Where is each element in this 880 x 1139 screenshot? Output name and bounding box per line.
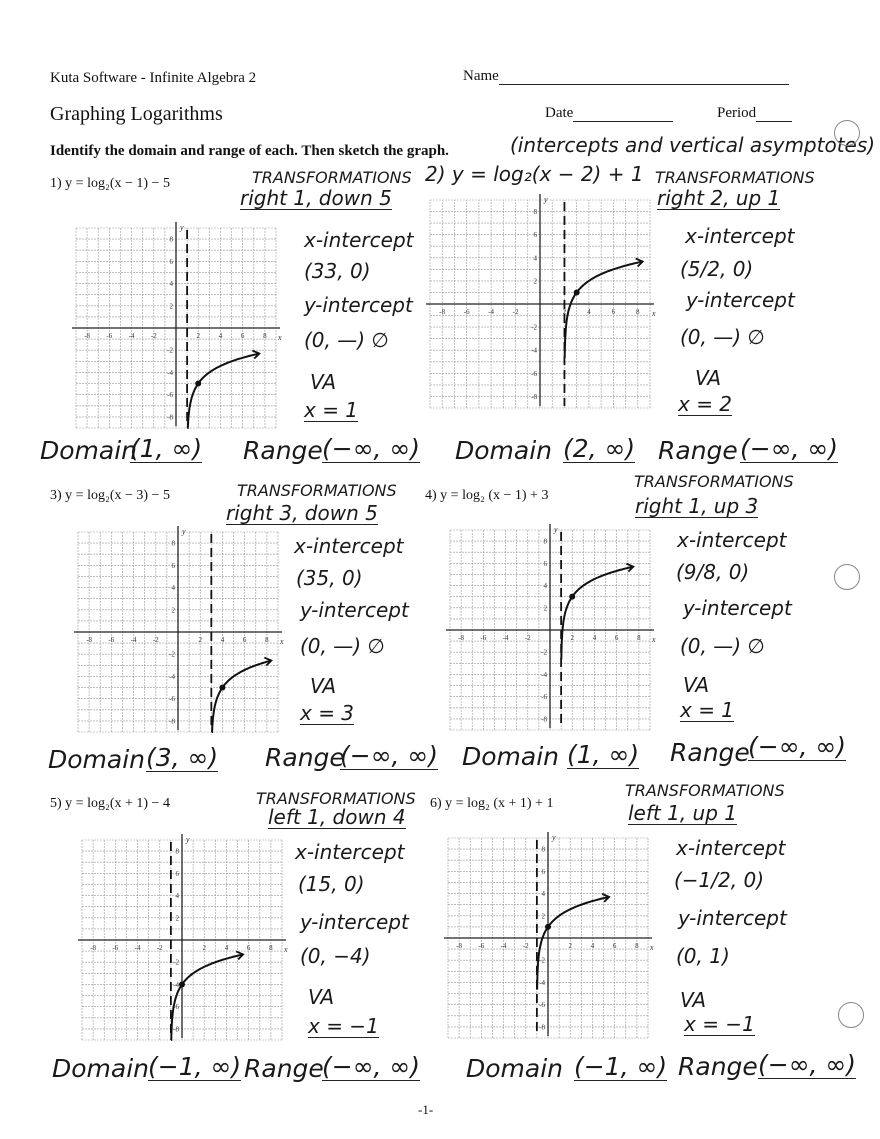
- y-tick-label: -4: [539, 978, 545, 987]
- x-tick-label: -2: [152, 636, 159, 644]
- y-tick-label: 6: [541, 867, 545, 876]
- x-tick-label: 2: [198, 636, 202, 644]
- key-point: [219, 685, 225, 691]
- log-curve: [212, 661, 272, 733]
- x-tick-label: -8: [86, 636, 93, 644]
- y-tick-label: 6: [171, 561, 175, 570]
- domain-label: Domain: [455, 436, 553, 465]
- y-intercept-label: y-intercept: [678, 906, 787, 930]
- equation: y = log₂ (x − 1) + 3: [440, 488, 549, 503]
- page-title: Graphing Logarithms: [50, 103, 223, 125]
- y-tick-label: 6: [533, 231, 537, 240]
- name-line: [499, 70, 789, 85]
- x-tick-label: 4: [220, 636, 225, 644]
- transformations-answer: left 1, up 1: [628, 801, 737, 825]
- x-tick-label: 2: [568, 942, 572, 950]
- domain-answer: (−1, ∞): [574, 1052, 668, 1081]
- y-intercept-answer: (0, −4): [300, 944, 371, 968]
- x-tick-label: 8: [637, 634, 641, 642]
- x-tick-label: -2: [524, 634, 531, 642]
- y-intercept-label: y-intercept: [300, 910, 409, 934]
- x-tick-label: 8: [263, 332, 267, 340]
- x-tick-label: -4: [500, 942, 507, 950]
- va-answer: x = 1: [304, 398, 359, 422]
- x-tick-label: 4: [218, 332, 223, 340]
- domain-label: Domain: [52, 1054, 150, 1083]
- y-tick-label: 2: [169, 302, 173, 311]
- x-tick-label: 4: [590, 942, 595, 950]
- x-tick-label: -4: [130, 636, 137, 644]
- problem-4-equation: [425, 488, 548, 504]
- coordinate-graph-6: [438, 828, 658, 1048]
- x-tick-label: -4: [502, 634, 509, 642]
- coordinate-graph-1: [66, 218, 286, 438]
- x-tick-label: -4: [134, 944, 141, 952]
- binder-hole: [834, 564, 860, 590]
- publisher-label: Kuta Software - Infinite Algebra 2: [50, 70, 257, 86]
- y-tick-label: -8: [169, 717, 175, 726]
- y-tick-label: -2: [539, 956, 545, 965]
- range-answer: (−∞, ∞): [322, 434, 420, 463]
- y-tick-label: -6: [531, 369, 537, 378]
- x-tick-label: 2: [202, 944, 206, 952]
- y-tick-label: 2: [543, 604, 547, 613]
- range-label: Range: [670, 738, 750, 767]
- y-tick-label: 6: [543, 559, 547, 568]
- y-tick-label: -6: [539, 1001, 545, 1010]
- coordinate-graph-3: [68, 522, 288, 742]
- equation: y = log₂(x − 2) + 1: [451, 162, 644, 186]
- range-answer: (−∞, ∞): [740, 434, 838, 463]
- x-tick-label: 8: [265, 636, 269, 644]
- problem-1-equation: [50, 176, 170, 192]
- x-tick-label: -6: [478, 942, 485, 950]
- va-answer: x = 3: [300, 701, 355, 725]
- y-tick-label: -2: [167, 346, 173, 355]
- x-tick-label: 4: [592, 634, 597, 642]
- va-answer: x = −1: [684, 1012, 755, 1036]
- transformations-answer: left 1, down 4: [268, 805, 406, 829]
- y-axis-label: y: [544, 195, 548, 204]
- transformations-label: TRANSFORMATIONS: [625, 781, 785, 800]
- y-tick-label: -8: [541, 715, 547, 724]
- y-tick-label: -8: [531, 392, 537, 401]
- x-tick-label: -8: [90, 944, 97, 952]
- domain-label: Domain: [48, 745, 146, 774]
- y-tick-label: -6: [169, 695, 175, 704]
- problem-number: 5): [50, 796, 62, 811]
- instructions: Identify the domain and range of each. Then sketch the graph.: [50, 143, 449, 159]
- y-tick-label: 8: [171, 539, 175, 548]
- date-label: Date: [545, 105, 574, 121]
- transformations-answer: right 2, up 1: [657, 186, 781, 210]
- y-intercept-label: y-intercept: [300, 598, 409, 622]
- x-intercept-label: x-intercept: [304, 228, 414, 252]
- y-tick-label: -4: [531, 346, 537, 355]
- va-answer: x = −1: [308, 1014, 379, 1038]
- x-tick-label: 8: [635, 942, 639, 950]
- y-axis-label: y: [180, 223, 184, 232]
- x-intercept-answer: (−1/2, 0): [674, 868, 764, 892]
- y-tick-label: 6: [175, 869, 179, 878]
- range-answer: (−∞, ∞): [340, 741, 438, 770]
- x-intercept-answer: (35, 0): [296, 566, 363, 590]
- x-intercept-label: x-intercept: [294, 534, 404, 558]
- x-axis-label: x: [652, 635, 656, 644]
- y-tick-label: 6: [169, 257, 173, 266]
- period-line: [756, 107, 792, 122]
- domain-answer: (3, ∞): [146, 743, 219, 772]
- name-field[interactable]: [463, 68, 789, 85]
- x-intercept-label: x-intercept: [685, 224, 795, 248]
- x-tick-label: 8: [269, 944, 273, 952]
- domain-label: Domain: [466, 1054, 564, 1083]
- x-tick-label: -4: [128, 332, 135, 340]
- date-field[interactable]: [545, 105, 673, 122]
- x-tick-label: -6: [480, 634, 487, 642]
- x-tick-label: -2: [522, 942, 529, 950]
- problem-number: 3): [50, 488, 62, 503]
- instructions-note: (intercepts and vertical asymptotes): [510, 133, 876, 157]
- x-tick-label: -2: [512, 308, 519, 316]
- x-tick-label: 6: [246, 944, 251, 952]
- y-intercept-answer: (0, —) ∅: [680, 325, 765, 349]
- x-axis-label: x: [650, 943, 654, 952]
- x-axis-label: x: [280, 637, 284, 646]
- y-axis-label: y: [182, 527, 186, 536]
- domain-label: Domain: [462, 742, 560, 771]
- problem-number: 2): [425, 162, 446, 186]
- x-tick-label: 8: [636, 308, 640, 316]
- y-tick-label: -2: [531, 323, 537, 332]
- x-tick-label: 2: [570, 634, 574, 642]
- va-label: VA: [695, 366, 722, 390]
- va-label: VA: [310, 370, 337, 394]
- range-answer: (−∞, ∞): [748, 732, 846, 761]
- va-answer: x = 2: [678, 392, 733, 416]
- y-axis-label: y: [186, 835, 190, 844]
- x-axis-label: x: [652, 309, 656, 318]
- domain-answer: (2, ∞): [563, 434, 636, 463]
- problem-number: 4): [425, 488, 437, 503]
- range-label: Range: [265, 743, 345, 772]
- x-tick-label: 6: [242, 636, 247, 644]
- domain-answer: (1, ∞): [567, 740, 640, 769]
- x-tick-label: 2: [562, 308, 567, 316]
- equation: y = log₂ (x + 1) + 1: [445, 796, 554, 811]
- transformations-label: TRANSFORMATIONS: [655, 168, 815, 187]
- equation: y = log₂(x − 3) − 5: [65, 488, 170, 503]
- va-answer: x = 1: [680, 698, 735, 722]
- problem-5-equation: [50, 796, 170, 812]
- x-tick-label: 6: [612, 942, 617, 950]
- x-intercept-label: x-intercept: [676, 836, 786, 860]
- range-answer: (−∞, ∞): [758, 1050, 856, 1079]
- domain-answer: (1, ∞): [130, 434, 203, 463]
- period-field[interactable]: [717, 105, 792, 122]
- range-label: Range: [678, 1052, 758, 1081]
- problem-2-equation: [425, 162, 644, 186]
- transformations-label: TRANSFORMATIONS: [252, 168, 412, 187]
- y-tick-label: -4: [167, 368, 173, 377]
- y-tick-label: 8: [533, 208, 537, 217]
- transformations-answer: right 1, down 5: [240, 186, 392, 210]
- x-tick-label: -2: [156, 944, 163, 952]
- y-tick-label: 4: [169, 280, 173, 289]
- equation: y = log₂(x − 1) − 5: [65, 176, 170, 191]
- key-point: [545, 924, 551, 930]
- key-point: [179, 981, 185, 987]
- y-tick-label: -2: [541, 648, 547, 657]
- y-tick-label: 4: [175, 892, 179, 901]
- va-label: VA: [680, 988, 707, 1012]
- y-tick-label: 8: [543, 537, 547, 546]
- x-tick-label: -8: [439, 308, 446, 316]
- y-intercept-label: y-intercept: [686, 288, 795, 312]
- y-tick-label: -2: [173, 958, 179, 967]
- x-tick-label: 6: [611, 308, 616, 316]
- x-tick-label: 6: [240, 332, 245, 340]
- coordinate-graph-5: [72, 830, 292, 1050]
- transformations-answer: right 3, down 5: [226, 501, 378, 525]
- date-line: [573, 107, 673, 122]
- x-tick-label: -4: [488, 308, 495, 316]
- transformations-label: TRANSFORMATIONS: [237, 481, 397, 500]
- period-label: Period: [717, 105, 757, 121]
- transformations-label: TRANSFORMATIONS: [634, 472, 794, 491]
- y-tick-label: 2: [175, 914, 179, 923]
- x-tick-label: -6: [106, 332, 113, 340]
- coordinate-graph-2: [420, 190, 660, 418]
- y-tick-label: 4: [541, 890, 545, 899]
- y-tick-label: -6: [167, 391, 173, 400]
- x-intercept-answer: (15, 0): [298, 872, 365, 896]
- y-axis-label: y: [554, 525, 558, 534]
- x-tick-label: -6: [112, 944, 119, 952]
- x-tick-label: -8: [84, 332, 91, 340]
- y-intercept-answer: (0, —) ∅: [300, 634, 385, 658]
- y-intercept-label: y-intercept: [683, 596, 792, 620]
- y-intercept-answer: (0, —) ∅: [680, 634, 765, 658]
- x-tick-label: 2: [196, 332, 200, 340]
- key-point: [569, 594, 575, 600]
- y-tick-label: 4: [171, 584, 175, 593]
- range-answer: (−∞, ∞): [322, 1052, 420, 1081]
- y-tick-label: 2: [533, 277, 537, 286]
- binder-hole: [838, 1002, 864, 1028]
- va-label: VA: [310, 674, 337, 698]
- x-tick-label: 4: [224, 944, 229, 952]
- y-tick-label: 8: [541, 845, 545, 854]
- va-label: VA: [683, 673, 710, 697]
- name-label: Name: [463, 68, 499, 84]
- x-tick-label: -2: [150, 332, 157, 340]
- key-point: [574, 289, 580, 295]
- x-axis-label: x: [284, 945, 288, 954]
- x-intercept-label: x-intercept: [295, 840, 405, 864]
- x-tick-label: -6: [108, 636, 115, 644]
- problem-3-equation: [50, 488, 170, 504]
- y-tick-label: 2: [171, 606, 175, 615]
- y-tick-label: 8: [175, 847, 179, 856]
- y-intercept-label: y-intercept: [304, 293, 413, 317]
- x-intercept-answer: (9/8, 0): [676, 560, 750, 584]
- y-tick-label: -8: [539, 1023, 545, 1032]
- range-label: Range: [243, 436, 323, 465]
- x-tick-label: -8: [458, 634, 465, 642]
- x-axis-label: x: [278, 333, 282, 342]
- x-tick-label: 6: [614, 634, 619, 642]
- y-intercept-answer: (0, 1): [676, 944, 730, 968]
- y-tick-label: 4: [533, 254, 537, 263]
- transformations-answer: right 1, up 3: [635, 494, 759, 518]
- y-tick-label: -8: [167, 413, 173, 422]
- page-number: -1-: [418, 1102, 434, 1117]
- y-tick-label: 2: [541, 912, 545, 921]
- y-tick-label: -8: [173, 1025, 179, 1034]
- y-tick-label: -4: [169, 672, 175, 681]
- binder-hole: [834, 120, 860, 146]
- y-tick-label: 8: [169, 235, 173, 244]
- y-tick-label: 4: [543, 582, 547, 591]
- x-tick-label: 4: [587, 308, 591, 316]
- x-tick-label: -6: [463, 308, 470, 316]
- problem-number: 1): [50, 176, 62, 191]
- y-tick-label: -4: [541, 670, 547, 679]
- x-intercept-answer: (33, 0): [304, 259, 371, 283]
- y-axis-label: y: [552, 833, 556, 842]
- transformations-label: TRANSFORMATIONS: [256, 789, 416, 808]
- domain-label: Domain: [40, 436, 138, 465]
- coordinate-graph-4: [440, 520, 660, 740]
- range-label: Range: [244, 1054, 324, 1083]
- y-intercept-answer: (0, —) ∅: [304, 328, 389, 352]
- problem-number: 6): [430, 796, 442, 811]
- y-tick-label: -6: [173, 1003, 179, 1012]
- x-intercept-label: x-intercept: [677, 528, 787, 552]
- domain-answer: (−1, ∞): [148, 1052, 242, 1081]
- equation: y = log₂(x + 1) − 4: [65, 796, 170, 811]
- key-point: [195, 381, 201, 387]
- y-tick-label: -6: [541, 693, 547, 702]
- x-intercept-answer: (5/2, 0): [680, 257, 754, 281]
- y-tick-label: -2: [169, 650, 175, 659]
- y-tick-label: -4: [173, 980, 179, 989]
- range-label: Range: [658, 436, 738, 465]
- x-tick-label: -8: [456, 942, 463, 950]
- problem-6-equation: [430, 796, 553, 812]
- va-label: VA: [308, 985, 335, 1009]
